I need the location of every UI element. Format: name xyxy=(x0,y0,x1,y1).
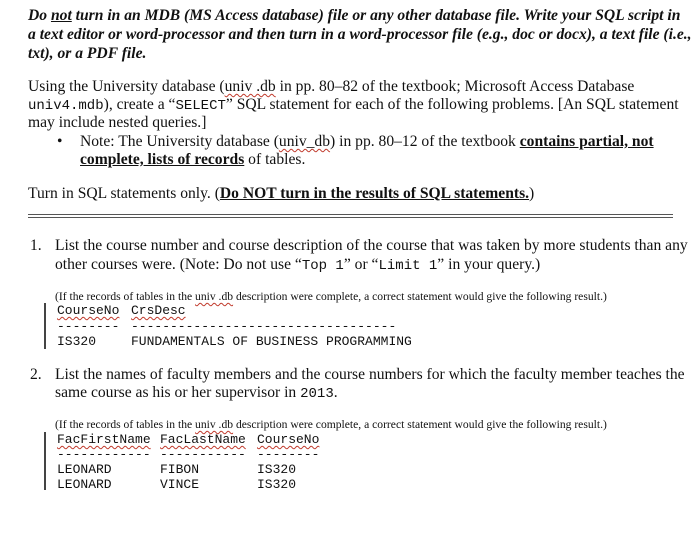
text: in pp. 80–82 of the textbook; Microsoft Access Database xyxy=(275,78,635,95)
q1-line-1: List the course number and course description of the course that was taken by more students than any xyxy=(55,237,688,254)
text: ” SQL statement for each of the following problems. [An SQL statement xyxy=(225,96,679,113)
dash-row: ------------ xyxy=(57,447,151,462)
cell: LEONARD xyxy=(57,477,112,492)
text: ” in your query.) xyxy=(437,256,541,273)
intro-line-1 xyxy=(28,78,634,96)
instructions-line-3: txt), or a PDF file. xyxy=(28,45,147,62)
text: same course as his or her supervisor in xyxy=(55,384,301,401)
q1-result-bar xyxy=(44,303,46,349)
text: (If the records of tables in the xyxy=(55,290,196,303)
db-name: univ .db xyxy=(195,418,234,431)
bullet-line-1 xyxy=(80,133,654,151)
column-header xyxy=(57,303,119,318)
instructions-line-1 xyxy=(28,7,680,25)
cell: FIBON xyxy=(160,462,200,477)
q1-line-2 xyxy=(55,256,540,274)
q2-result-bar xyxy=(44,432,46,490)
divider-bottom xyxy=(28,217,673,218)
select-keyword: SELECT xyxy=(175,98,226,114)
q1-number: 1. xyxy=(30,237,42,254)
text: Do xyxy=(28,7,51,24)
text: ) xyxy=(529,185,535,202)
q2-result-note xyxy=(55,418,607,431)
column-header xyxy=(160,432,246,447)
column-header xyxy=(57,432,151,447)
text: of tables. xyxy=(244,151,306,168)
intro-line-3: may include nested queries.] xyxy=(28,114,207,131)
column-header xyxy=(257,432,319,447)
column-crsdesc: CrsDesc xyxy=(131,303,186,318)
bullet-icon: • xyxy=(57,133,63,150)
text: other courses were. (Note: Do not use “ xyxy=(55,256,302,273)
cell: IS320 xyxy=(257,477,297,492)
cell: IS320 xyxy=(57,334,97,349)
cell: FUNDAMENTALS OF BUSINESS PROGRAMMING xyxy=(131,334,412,349)
text: . xyxy=(333,384,338,401)
q2-line-1: List the names of faculty members and the course numbers for which the faculty member teaches the xyxy=(55,366,685,383)
instructions-line-2: a text editor or word-processor and then turn in a word-processor file (e.g., doc or docx), a text file (i.e., xyxy=(28,26,692,43)
dash-row: ---------------------------------- xyxy=(131,319,397,334)
cell: VINCE xyxy=(160,477,200,492)
dash-row: ----------- xyxy=(160,447,246,462)
dash-row: -------- xyxy=(257,447,320,462)
text: (If the records of tables in the xyxy=(55,418,196,431)
text: Using the University database ( xyxy=(28,78,225,95)
text: turn in an MDB (MS Access database) file or any other database file. Write your SQL script in xyxy=(71,7,681,24)
db-name: univ_db xyxy=(278,133,331,150)
dash-row: -------- xyxy=(57,319,120,334)
cell: LEONARD xyxy=(57,462,112,477)
db-name: univ .db xyxy=(195,290,234,303)
text: ), create a “ xyxy=(103,96,176,113)
emphasis: contains partial, not xyxy=(519,133,654,150)
code-limit1: Limit 1 xyxy=(378,258,438,274)
emphasis: Do NOT turn in the results of SQL statements. xyxy=(219,185,530,202)
column-courseno: CourseNo xyxy=(57,303,120,318)
text: Note: The University database ( xyxy=(80,133,279,150)
turn-in-line xyxy=(28,185,534,203)
text: ” or “ xyxy=(343,256,379,273)
column-courseno: CourseNo xyxy=(257,432,320,447)
q2-line-2 xyxy=(55,384,338,402)
column-facfirstname: FacFirstName xyxy=(57,432,151,447)
text: description were complete, a correct statement would give the following result.) xyxy=(233,418,607,431)
db-name: univ .db xyxy=(224,78,276,95)
bullet-line-2 xyxy=(80,151,305,169)
code-year: 2013 xyxy=(300,386,334,402)
code-top1: Top 1 xyxy=(301,258,344,274)
column-faclastname: FacLastName xyxy=(160,432,246,447)
text: ) in pp. 80–12 of the textbook xyxy=(330,133,520,150)
text: Turn in SQL statements only. ( xyxy=(28,185,220,202)
cell: IS320 xyxy=(257,462,297,477)
emphasis-not: not xyxy=(50,7,72,24)
intro-line-2 xyxy=(28,96,679,114)
divider-top xyxy=(28,214,673,215)
column-header xyxy=(131,303,186,318)
emphasis: complete, lists of records xyxy=(80,151,245,168)
q1-result-note xyxy=(55,290,607,303)
q2-number: 2. xyxy=(30,366,42,383)
text: description were complete, a correct statement would give the following result.) xyxy=(233,290,607,303)
db-file-code: univ4.mdb xyxy=(28,98,104,114)
